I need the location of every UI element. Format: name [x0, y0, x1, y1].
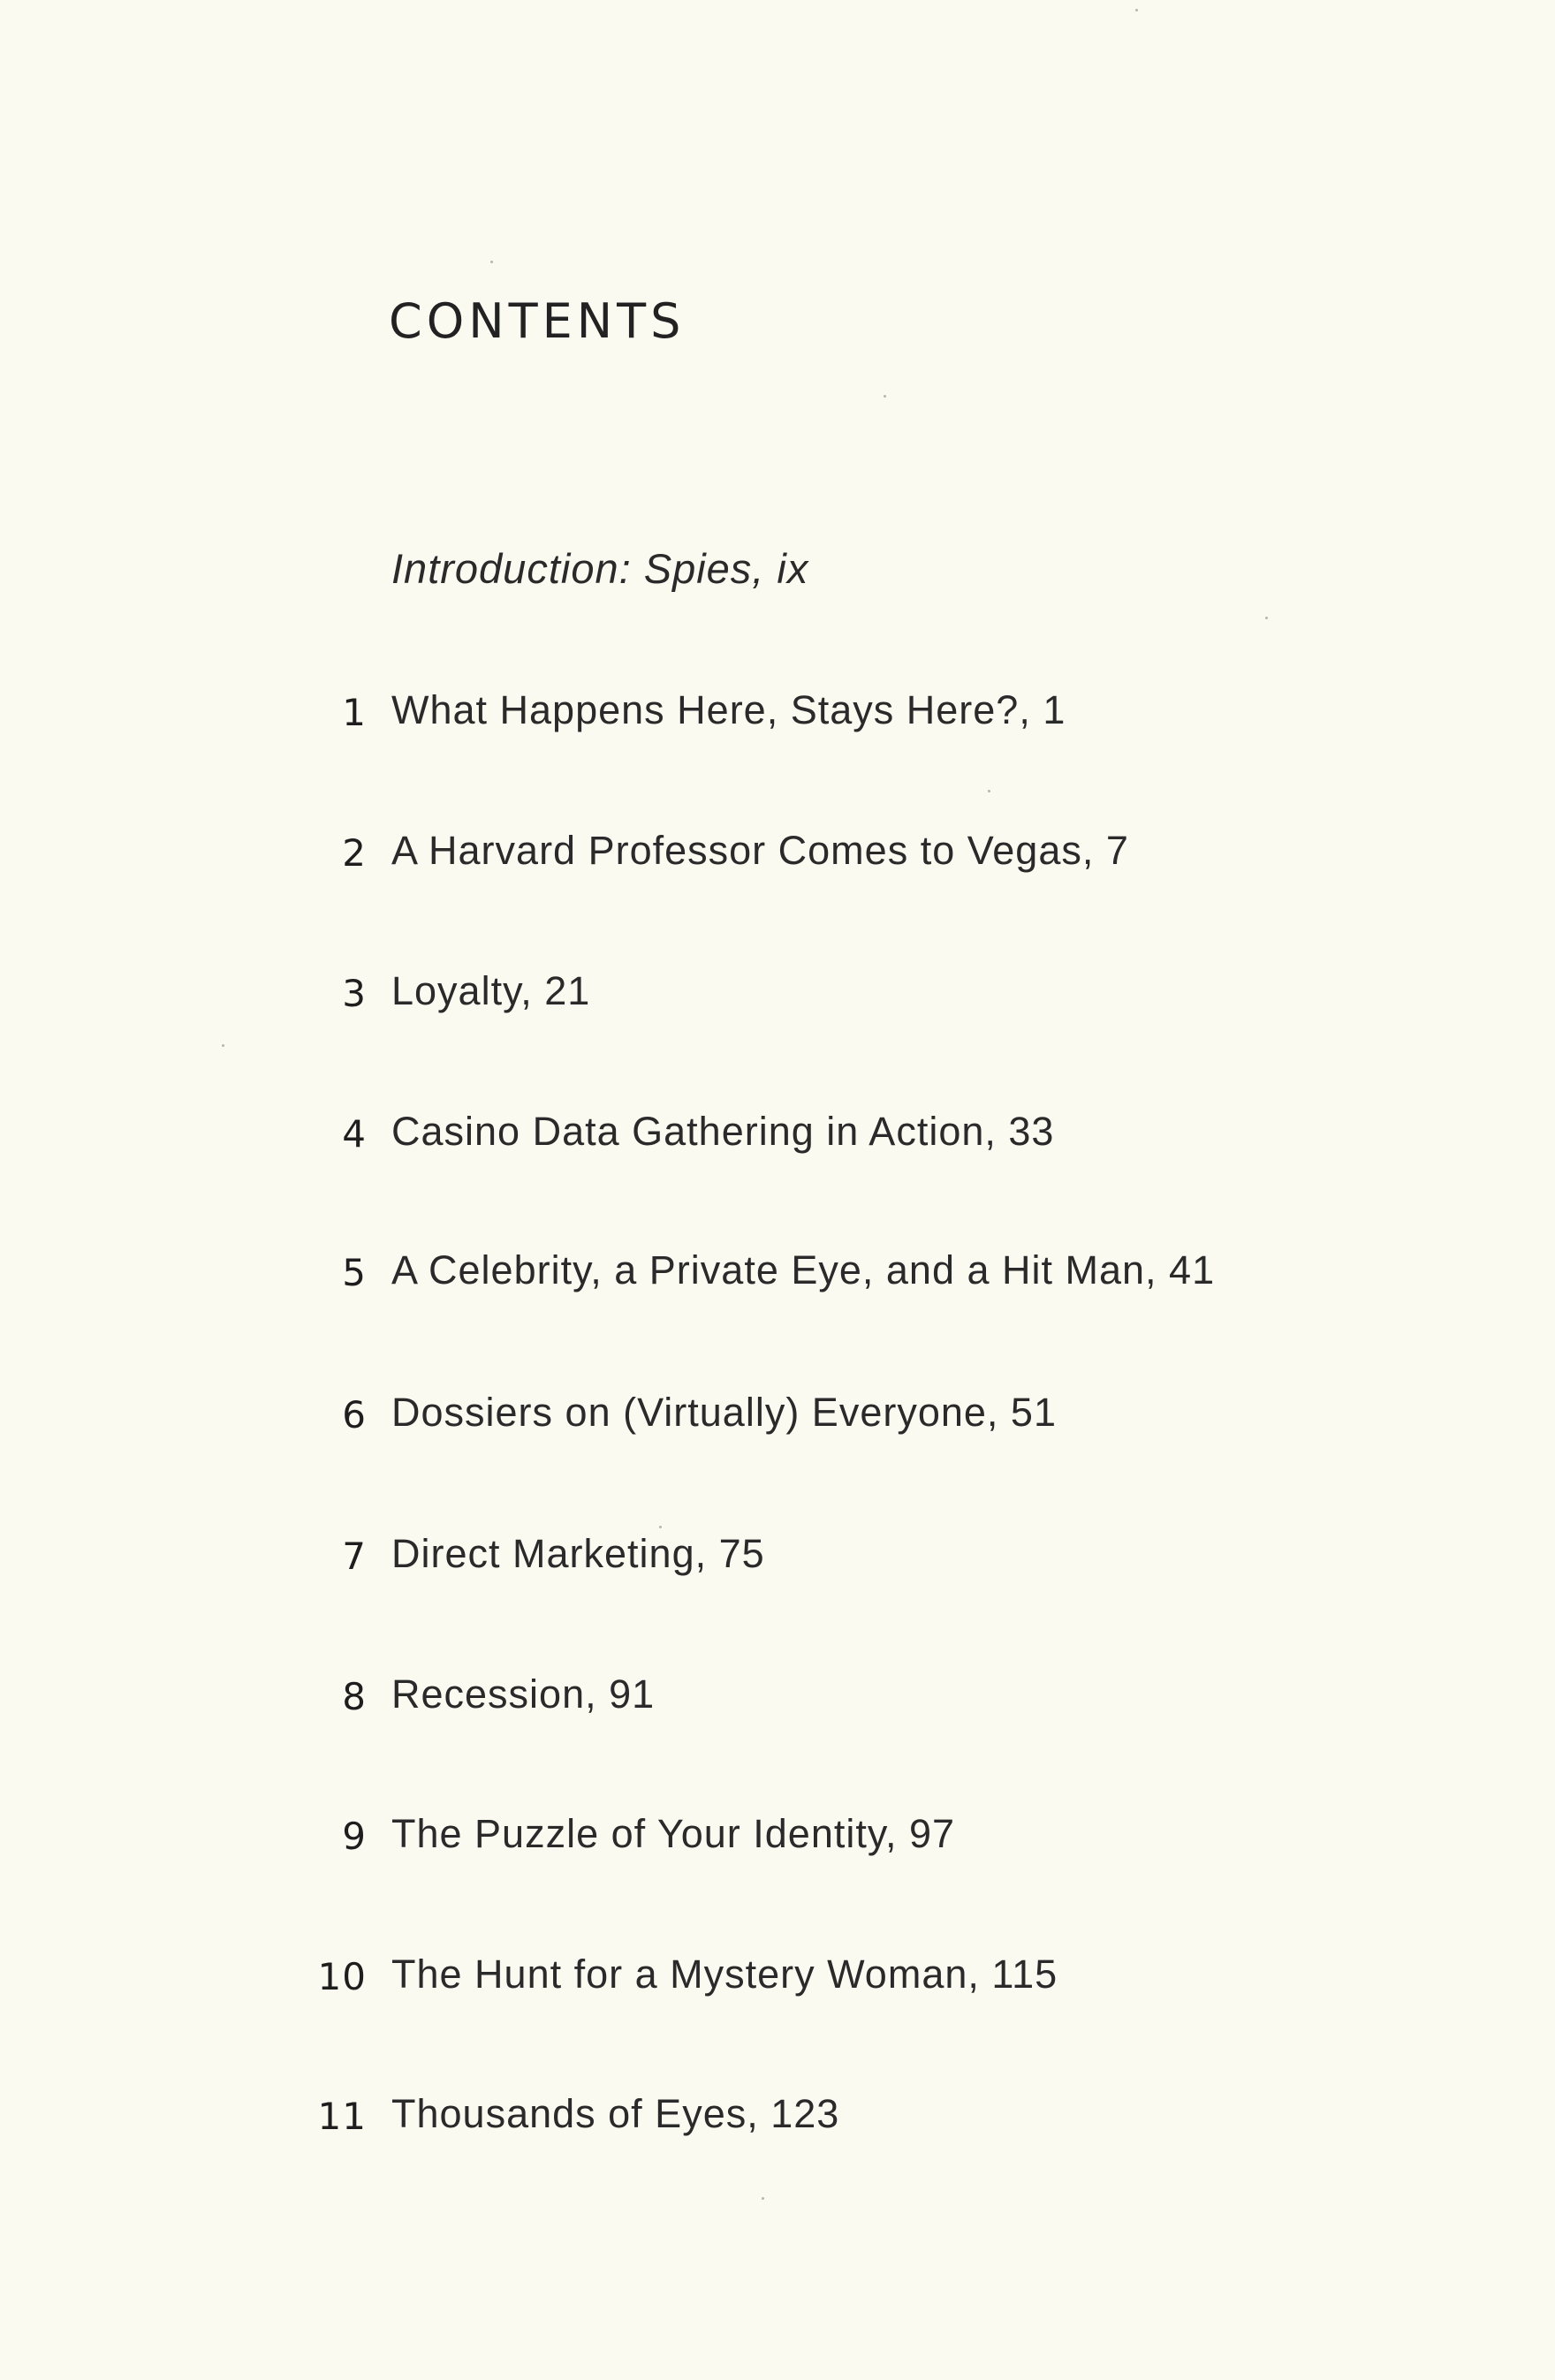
chapter-number: 2 [342, 831, 367, 875]
chapter-number: 11 [317, 2095, 367, 2138]
chapter-title: Loyalty, 21 [391, 968, 591, 1013]
chapter-entry-8 [0, 1671, 1555, 1728]
paper-speck [1135, 9, 1138, 11]
paper-speck [884, 395, 886, 398]
chapter-entry-1 [0, 687, 1555, 744]
paper-speck [659, 1526, 662, 1528]
chapter-entry-4 [0, 1109, 1555, 1165]
chapter-number: 5 [342, 1251, 367, 1294]
chapter-entry-11 [0, 2091, 1555, 2148]
chapter-entry-5 [0, 1247, 1555, 1304]
chapter-title: The Hunt for a Mystery Woman, 115 [391, 1952, 1058, 1997]
contents-heading: CONTENTS [389, 293, 686, 349]
chapter-number: 1 [342, 691, 367, 734]
chapter-entry-6 [0, 1390, 1555, 1446]
chapter-title: What Happens Here, Stays Here?, 1 [391, 687, 1066, 732]
chapter-number: 7 [342, 1535, 367, 1578]
chapter-title: A Harvard Professor Comes to Vegas, 7 [391, 828, 1129, 873]
paper-speck [490, 261, 493, 263]
chapter-number: 8 [342, 1675, 367, 1718]
paper-speck [222, 1044, 224, 1047]
chapter-title: The Puzzle of Your Identity, 97 [391, 1811, 956, 1856]
chapter-number: 10 [317, 1955, 367, 1998]
chapter-number: 9 [342, 1815, 367, 1858]
chapter-number: 6 [342, 1393, 367, 1436]
chapter-title: Thousands of Eyes, 123 [391, 2091, 840, 2136]
introduction-entry: Introduction: Spies, ix [391, 545, 809, 592]
chapter-entry-3 [0, 968, 1555, 1025]
chapter-number: 3 [342, 972, 367, 1015]
chapter-entry-2 [0, 828, 1555, 884]
chapter-title: Direct Marketing, 75 [391, 1531, 765, 1576]
chapter-title: Dossiers on (Virtually) Everyone, 51 [391, 1390, 1057, 1435]
paper-speck [988, 790, 990, 792]
chapter-title: Recession, 91 [391, 1671, 656, 1717]
chapter-title: Casino Data Gathering in Action, 33 [391, 1109, 1055, 1154]
chapter-title: A Celebrity, a Private Eye, and a Hit Man, 41 [391, 1247, 1216, 1292]
paper-speck [762, 2197, 764, 2200]
chapter-entry-10 [0, 1952, 1555, 2008]
chapter-entry-7 [0, 1531, 1555, 1588]
chapter-entry-9 [0, 1811, 1555, 1868]
chapter-number: 4 [342, 1112, 367, 1156]
paper-speck [1265, 617, 1268, 619]
